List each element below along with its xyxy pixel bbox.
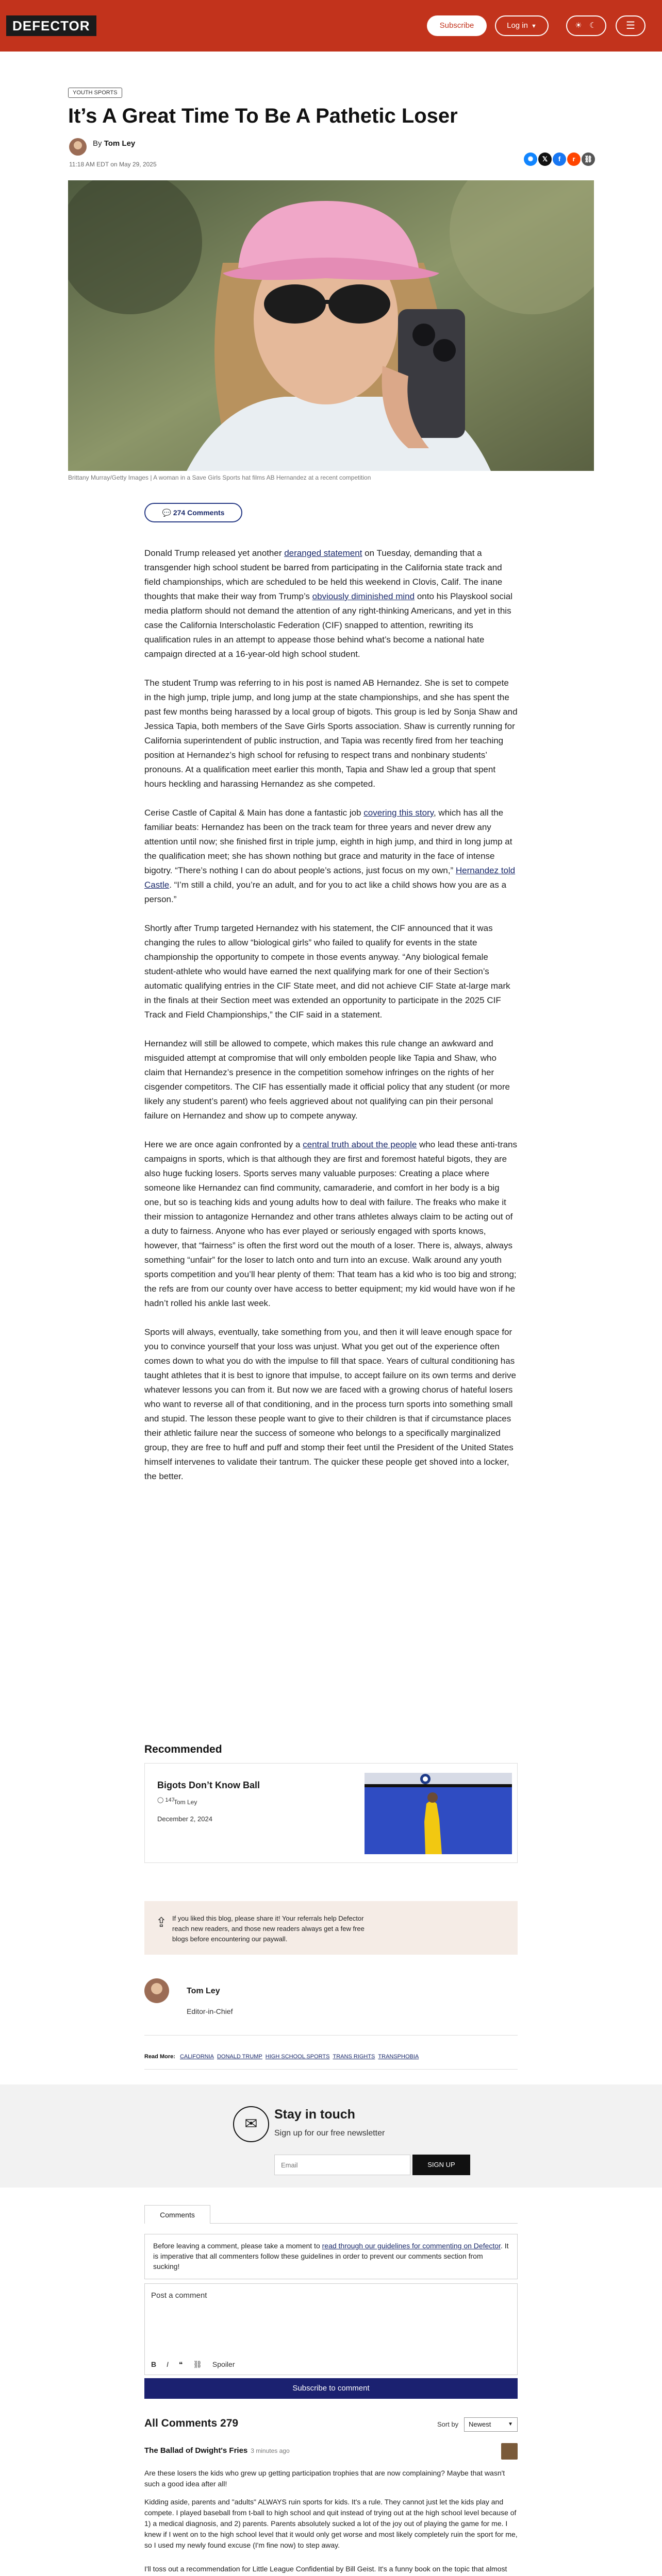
author-link[interactable]: Tom Ley [104,139,136,148]
recommended-card[interactable] [144,1763,518,1863]
reddit-icon[interactable]: r [567,152,581,166]
author-bio-avatar[interactable] [144,1978,169,2003]
comment-placeholder: Post a comment [151,2291,207,2300]
tab-divider [210,2223,518,2224]
newsletter-subtitle: Sign up for our free newsletter [274,2129,385,2138]
quote-icon[interactable]: ❝ [178,2360,183,2368]
paragraph-text: Shortly after Trump targeted Hernandez with his statement, the CIF announced that it was changing the rules to allow “biological girls” who failed to qualify for events in the state championship the opportunity to compete in those events anyway. “Any biological female student-athlete who would have earned the next qualifying mark for one of their Section’s automatic qualifying entries in the CIF State meet, and did not achieve CIF State at-large mark in the finals at their Section meet was extended an opportunity to participate in the 2025 CIF Track and Field Championships,” the CIF said in a statement. [144,923,510,1020]
category-tag[interactable]: YOUTH SPORTS [68,88,122,98]
read-more-tag[interactable]: HIGH SCHOOL SPORTS [265,2054,330,2060]
paragraph-text: , which has all the familiar beats: Hernandez has been on the track team for three years and never drew any attention until now; she finished first in triple jump, eighth in high jump, and third in long jump at the qualification meet; she has shown nothing but grace and maturity in the face of intense bigotry. “There’s nothing I can do about people’s actions, just focus on my own,” [144,808,512,875]
recommended-comment-count [157,1797,175,1803]
twitter-icon[interactable]: 𝕏 [538,152,552,166]
comment-icon: ◯ [157,1797,166,1803]
newsletter-title: Stay in touch [274,2107,355,2122]
paragraph-text: Here we are once again confronted by a [144,1140,303,1149]
share-prompt-text: If you liked this blog, please share it! Your referrals help Defector reach new readers, and those new readers always get a few free blogs before encountering our paywall. [172,1914,365,1943]
paragraph-text: Donald Trump released yet another [144,548,285,558]
recommended-author-name: Tom Ley [174,1799,197,1806]
read-more-tag[interactable]: TRANSPHOBIA [378,2054,419,2060]
recommended-comment-count-value: 147 [165,1797,175,1803]
inline-link[interactable]: central truth about the people [303,1140,417,1149]
tab-comments[interactable]: Comments [144,2205,210,2224]
guidelines-prefix: Before leaving a comment, please take a moment to [153,2242,322,2250]
newsletter-email-input[interactable] [274,2155,410,2175]
link-icon[interactable]: ⛓ [582,152,595,166]
italic-icon[interactable]: I [167,2360,169,2368]
menu-button[interactable] [616,15,646,36]
share-prompt [144,1901,518,1955]
mail-icon: ✉ [233,2106,269,2142]
author-bio-role: Editor-in-Chief [187,2007,233,2015]
article-paragraph [144,1037,518,1123]
chevron-down-icon: ▼ [508,2421,513,2427]
recommended-heading: Recommended [144,1743,222,1755]
read-more [144,2054,419,2060]
all-comments-label: All Comments [144,2417,218,2429]
article-title: It’s A Great Time To Be A Pathetic Loser [68,105,458,127]
paragraph-text: . “I’m still a child, you’re an adult, and for you to act like a child shows how you are as a person.” [144,880,507,904]
link-icon[interactable]: ⛓ [193,2360,203,2368]
paragraph-text: onto his Playskool social media platform should not demand the attention of any right-thinking Americans, and yet in this case the California Interscholastic Federation (CIF) snapped to attention, rewriting its qualification rules in an attempt to appease those behind what’s become a national hate campaign directed at a 16-year-old high school student. [144,591,513,659]
paragraph-text: Sports will always, eventually, take something from you, and then it will leave enough space for you to convince yourself that your loss was unjust. What you get out of the experience often comes down to what you do with the impulse to fill that space. Years of cultural conditioning has taught athletes that it is best to ignore that impulse, to accept failure on its own terms and derive whatever lessons you can from it. But now we are faced with a growing chorus of hateful losers who want to reverse all of that conditioning, and in the process turn sports into something small and stupid. The lesson these people want to give to their children is that if circumstance places their athletic failure near the success of someone who belongs to a specifically marginalized group, they are free to huff and puff and stomp their feet until the President of the United States himself intervenes to validate their tantrum. The quicker these people get shoved into a locker, the better. [144,1327,517,1481]
comment-input[interactable] [144,2283,518,2375]
paragraph-text: Hernandez will still be allowed to compete, which makes this rule change an awkward and misguided attempt at compromise that will only embolden people like Tapia and Shaw, who claim that Hernandez’s presence in the competition somehow infringes on the rights of her cisgender competitors. The CIF has essentially made it official policy that any student (or more likely any student’s parent) who feels aggrieved about not qualifying can pin their personal failure on Hernandez and show up to compete anyway. [144,1039,510,1121]
comment-icon: 💬 [162,509,173,517]
sort-value: Newest [469,2420,491,2428]
paragraph-text: Cerise Castle of Capital & Main has done a fantastic job [144,808,364,818]
login-label: Log in [507,21,528,30]
guidelines-suffix: . It is imperative that all commenters follow these guidelines in order to prevent our comments section from sucking! [153,2242,509,2270]
recommended-title[interactable]: Bigots Don’t Know Ball [157,1780,260,1790]
comment-author-name[interactable]: The Ballad of Dwight's Fries [144,2446,248,2455]
guidelines-link[interactable]: read through our guidelines for commenting on Defector [322,2242,501,2250]
inline-link[interactable]: deranged statement [284,548,362,558]
comment-avatar[interactable] [501,2443,518,2460]
subscribe-button[interactable]: Subscribe [427,15,487,36]
article-paragraph [144,546,518,662]
author-avatar[interactable] [69,138,87,156]
bold-icon[interactable]: B [151,2360,157,2368]
comment-toolbar [151,2360,243,2369]
read-more-tag[interactable]: CALIFORNIA [179,2054,214,2060]
article-paragraph [144,806,518,907]
comments-count: 274 Comments [173,509,225,517]
paragraph-text: on Tuesday, demanding that a transgender high school student be barred from participating in the California state track and field championships, which are scheduled to be held this weekend in Clovis, Calif. The inane thoughts that make their way from Trump’s [144,548,503,601]
login-button[interactable] [495,15,549,36]
inline-link[interactable]: obviously diminished mind [312,591,415,601]
share-icon: ⇪ [156,1914,167,1930]
sort-select[interactable] [464,2417,518,2432]
comment-time: 3 minutes ago [251,2447,290,2454]
subscribe-to-comment-button[interactable]: Subscribe to comment [144,2378,518,2399]
chevron-down-icon: ▼ [531,23,537,29]
site-header [0,0,662,52]
spoiler-button[interactable]: Spoiler [212,2360,235,2368]
article-body [144,546,518,1498]
author-bio-name[interactable]: Tom Ley [187,1987,220,1995]
comments-button[interactable] [144,503,242,522]
article-timestamp: 11:18 AM EDT on May 29, 2025 [69,161,157,168]
sort-label: Sort by [437,2420,459,2428]
article-paragraph [144,921,518,1022]
defector-logo[interactable]: DEFECTOR [6,15,96,36]
comment-body: I'll toss out a recommendation for Little League Confidential by Bill Geist. It's a funny book on the topic that almost [144,2565,507,2573]
hero-photo [68,180,594,471]
recommended-photo [365,1773,512,1854]
all-comments-count: 279 [220,2417,239,2429]
byline [93,139,135,148]
moon-icon: ☾ [589,21,597,30]
recommended-date: December 2, 2024 [157,1815,212,1823]
recommended-author [174,1799,197,1806]
divider [144,2069,518,2070]
sun-icon: ☀ [575,21,582,30]
comment-body: Are these losers the kids who grew up getting participation trophies that are now complaining? Maybe that wasn't such a good idea after all! [144,2469,505,2488]
image-caption: Brittany Murray/Getty Images | A woman in a Save Girls Sports hat films AB Hernandez at a recent competition [68,474,371,481]
comment-guidelines [144,2234,518,2279]
hamburger-icon: ☰ [626,20,635,31]
byline-prefix: By [93,139,102,148]
comment-body: Kidding aside, parents and "adults" ALWAYS ruin sports for kids. It's a rule. They cannot just let the kids play and compete. I played baseball from t-ball to high school and quit instead of trying out at the high school level because of 1) a medical diagnosis, and 2) parents. Parents absolutely sucked a lot of the joy out of playing the game for me. I knew if I went on to the high school level that it would only get worse and most likely completely ruin the sport for me, so I used my newly found excuse (I'm fine now) to step away. [144,2498,518,2549]
article-paragraph [144,1325,518,1484]
facebook-icon[interactable]: f [553,152,566,166]
bluesky-icon[interactable]: ✺ [524,152,537,166]
read-more-label: Read More: [144,2054,175,2060]
divider [144,2035,518,2036]
theme-toggle[interactable] [566,15,606,36]
article-paragraph [144,1138,518,1311]
read-more-tag[interactable]: DONALD TRUMP [217,2054,262,2060]
article-paragraph [144,676,518,791]
recommended-image[interactable] [365,1773,512,1854]
comment-author [144,2445,290,2456]
paragraph-text: who lead these anti-trans campaigns in sports, which is that although they are first and foremost hateful bigots, they are also huge fucking losers. Sports serves many valuable purposes: Creating a place where someone like Hernandez can find community, camaraderie, and comfort in her body is a big one, but so is teaching kids and young adults how to deal with failure. The freaks who make it their mission to antagonize Hernandez and other trans athletes always claim to be acting out of a duty to fairness. Anyone who has ever played or seriously engaged with sports knows, however, that “fairness” is often the first word out the mouth of a loser. There is, always, always something “unfair” for the loser to latch onto and turn into an excuse. Walk around any youth sports competition and you’ll hear plenty of them: That team has a kid who is too big and strong; the refs are from our county over have access to better equipment; my kid would have won if he hadn’t rolled his ankle last week. [144,1140,517,1308]
all-comments-heading [144,2417,238,2430]
inline-link[interactable]: Hernandez told Castle [144,866,516,890]
inline-link[interactable]: covering this story [363,808,434,818]
hero-image [68,180,594,471]
paragraph-text: The student Trump was referring to in his post is named AB Hernandez. She is set to compete in the high jump, triple jump, and long jump at the state championships, and she has spent the past few months being harassed by a local group of bigots. This group is led by Sonja Shaw and Jessica Tapia, both members of the Save Girls Sports association. Shaw is currently running for California superintendent of public instruction, and Tapia was recently fired from her teaching position at Hernandez’s high school for refusing to respect trans and nonbinary students’ pronouns. At a qualification meet earlier this month, Tapia and Shaw led a group that spent hours heckling and harassing Hernandez as she competed. [144,678,518,789]
newsletter-signup-button[interactable]: SIGN UP [412,2155,470,2175]
read-more-tag[interactable]: TRANS RIGHTS [333,2054,375,2060]
